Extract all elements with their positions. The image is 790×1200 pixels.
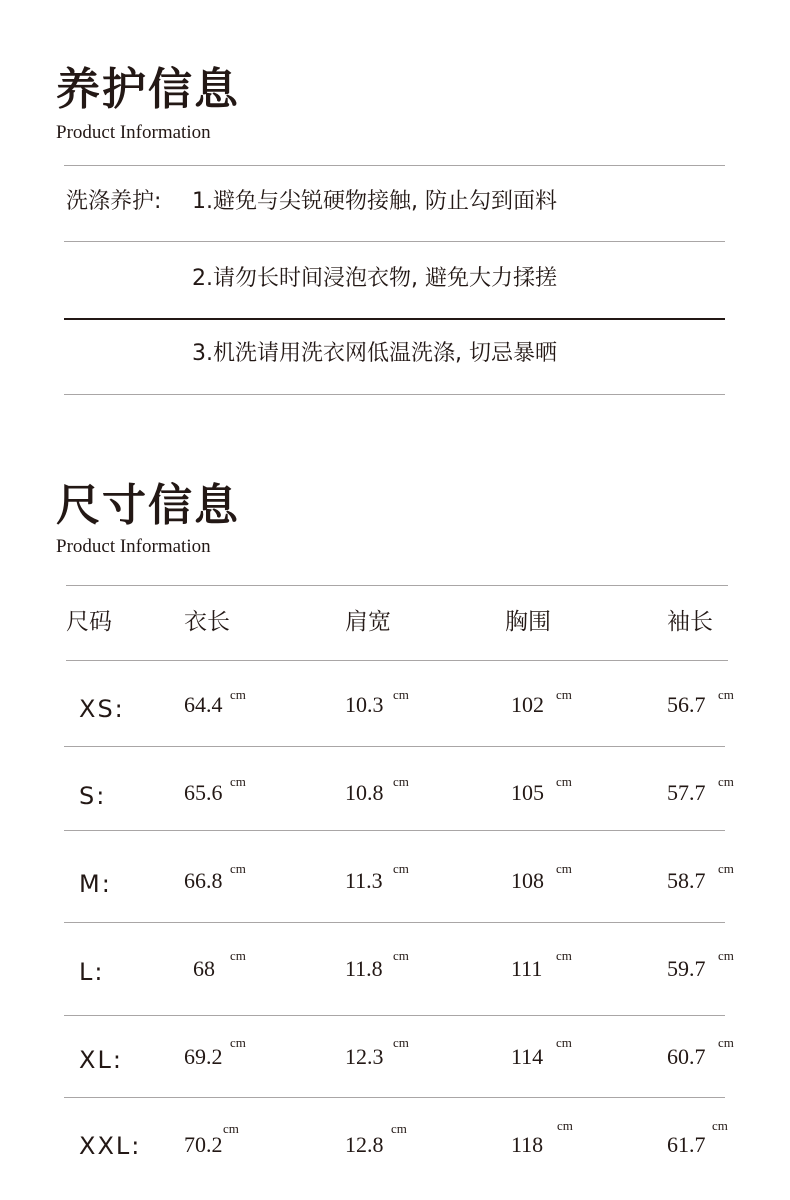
value-length: 69.2	[184, 1044, 223, 1069]
care-item-1: 1.避免与尖锐硬物接触, 防止勾到面料	[192, 189, 557, 214]
care-label: 洗涤养护:	[66, 189, 162, 214]
value-chest: 105	[511, 780, 544, 805]
unit-label: cm	[393, 774, 409, 789]
value-chest: 111	[511, 956, 543, 981]
unit-label: cm	[556, 1035, 572, 1050]
value-sleeve: 59.7	[667, 956, 706, 981]
unit-label: cm	[223, 1121, 239, 1136]
unit-label: cm	[230, 948, 246, 963]
divider	[64, 394, 725, 395]
unit-label: cm	[393, 1035, 409, 1050]
unit-label: cm	[230, 1035, 246, 1050]
unit-label: cm	[718, 774, 734, 789]
size-label: XL:	[79, 1046, 123, 1074]
size-subtitle: Product Information	[56, 536, 211, 557]
value-chest: 102	[511, 692, 544, 717]
divider	[64, 241, 725, 242]
unit-label: cm	[557, 1118, 573, 1133]
unit-label: cm	[556, 948, 572, 963]
care-item-3: 3.机洗请用洗衣网低温洗涤, 切忌暴晒	[192, 341, 557, 366]
unit-label: cm	[230, 861, 246, 876]
divider	[64, 1097, 725, 1098]
divider	[64, 922, 725, 923]
divider	[64, 746, 725, 747]
value-length: 70.2	[184, 1132, 223, 1157]
value-length: 68	[193, 956, 215, 981]
unit-label: cm	[556, 774, 572, 789]
value-length: 66.8	[184, 868, 223, 893]
value-shoulder: 11.8	[345, 956, 383, 981]
unit-label: cm	[712, 1118, 728, 1133]
unit-label: cm	[230, 774, 246, 789]
unit-label: cm	[393, 861, 409, 876]
unit-label: cm	[393, 687, 409, 702]
size-label: XS:	[79, 695, 125, 723]
unit-label: cm	[718, 861, 734, 876]
unit-label: cm	[718, 687, 734, 702]
value-chest: 108	[511, 868, 544, 893]
divider	[64, 318, 725, 320]
divider	[64, 830, 725, 831]
value-shoulder: 12.3	[345, 1044, 384, 1069]
value-shoulder: 10.8	[345, 780, 384, 805]
divider	[64, 1015, 725, 1016]
unit-label: cm	[230, 687, 246, 702]
size-title: 尺寸信息	[56, 480, 240, 531]
value-sleeve: 57.7	[667, 780, 706, 805]
unit-label: cm	[391, 1121, 407, 1136]
size-label: S:	[79, 782, 107, 810]
unit-label: cm	[556, 687, 572, 702]
unit-label: cm	[718, 1035, 734, 1050]
care-title: 养护信息	[56, 64, 240, 115]
unit-label: cm	[393, 948, 409, 963]
value-chest: 118	[511, 1132, 544, 1157]
size-label: M:	[79, 870, 112, 898]
unit-label: cm	[718, 948, 734, 963]
care-item-2: 2.请勿长时间浸泡衣物, 避免大力揉搓	[192, 266, 557, 291]
value-sleeve: 60.7	[667, 1044, 706, 1069]
size-label: XXL:	[79, 1132, 142, 1160]
value-shoulder: 10.3	[345, 692, 384, 717]
value-length: 65.6	[184, 780, 223, 805]
value-length: 64.4	[184, 692, 223, 717]
header-shoulder: 肩宽	[345, 609, 391, 635]
unit-label: cm	[556, 861, 572, 876]
header-size: 尺码	[66, 609, 112, 635]
size-label: L:	[79, 958, 105, 986]
divider	[66, 585, 728, 586]
value-chest: 114	[511, 1044, 544, 1069]
header-length: 衣长	[184, 609, 230, 635]
value-shoulder: 11.3	[345, 868, 383, 893]
divider	[64, 165, 725, 166]
care-subtitle: Product Information	[56, 122, 211, 143]
header-sleeve: 袖长	[667, 609, 713, 635]
header-chest: 胸围	[505, 609, 551, 635]
value-sleeve: 56.7	[667, 692, 706, 717]
value-shoulder: 12.8	[345, 1132, 384, 1157]
value-sleeve: 61.7	[667, 1132, 706, 1157]
divider	[66, 660, 728, 661]
value-sleeve: 58.7	[667, 868, 706, 893]
